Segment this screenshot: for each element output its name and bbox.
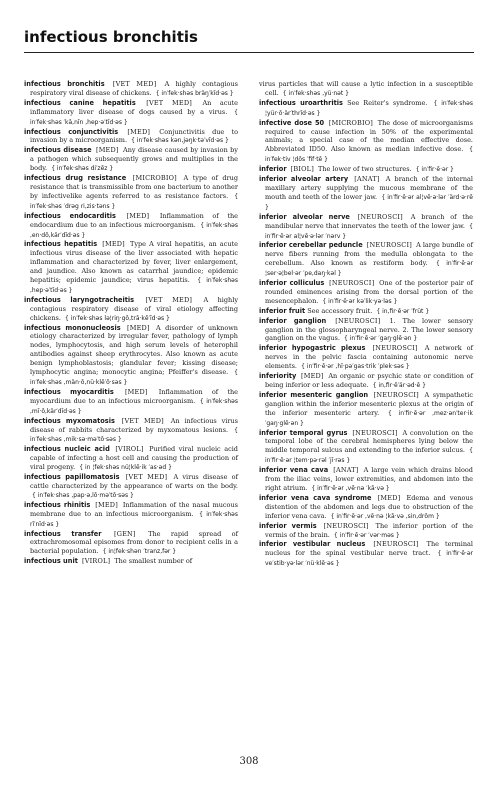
entry-field: [NEUROSCI] (357, 212, 403, 221)
entry-term: inferior (259, 165, 287, 174)
entry-definition: One of the posterior pair of rounded eminences arising from the dorsal portion of the mesencephalon. (265, 279, 473, 305)
entry-term: inferior ganglion (259, 316, 327, 325)
entry-field: [NEUROSCI] (372, 344, 418, 353)
dictionary-entry (24, 557, 238, 566)
entry-term: infectious drug resistance (24, 174, 127, 183)
entry-field: [GEN] (113, 529, 136, 538)
entry-field: [NEUROSCI] (352, 428, 398, 437)
entry-pronunciation: { in′fek·shəs ,hep·ə′tīd·əs } (30, 277, 238, 294)
entry-definition: An infectious virus disease of rabbits characterized by myxomatous lesions. (30, 416, 238, 434)
entry-pronunciation: { in′fek·shəs lə¦riŋ·gō,trā·kē′īd·əs } (65, 314, 170, 322)
entry-pronunciation: { in′fir·ē·ər ,mez·ən′ter·ik ′gaŋ·glē·ən } (265, 409, 473, 427)
entry-term: inferior alveolar artery (259, 175, 349, 184)
dictionary-entry (24, 174, 239, 212)
entry-term: inferior mesenteric ganglion (259, 390, 369, 399)
entry-definition: An acute inflammatory liver disease of dogs caused by a virus. (30, 98, 238, 116)
entry-definition: A branch of the internal maxillary artery supplying the mucous membrane of the mouth and teeth of the lower jaw. (265, 175, 473, 201)
entry-term: infectious myocarditis (24, 387, 114, 396)
entry-term: infectious endocarditis (24, 211, 116, 220)
entry-definition: Edema and venous distention of the abdomen and legs due to obstruction of the inferior vena cava. (265, 493, 473, 520)
entry-definition: Type A viral hepatitis, an acute infectious virus disease of the liver associated with hepatic inflammation and characterized by fever, liver enlargement, and jaundice. Also known as catarrhal jaundice; epidemic hepatitis; epidemic jaundice; virus hepatitis. (30, 240, 238, 285)
entry-field: [VET MED] (112, 80, 157, 88)
entry-field: [MED] (300, 372, 324, 381)
entry-field: [VET MED] (145, 295, 193, 304)
entry-field: [MICROBIO] (132, 174, 177, 183)
entry-definition: The rapid spread of extrachromosomal episomes from donor to recipient cells in a bacterial population. (30, 529, 238, 556)
entry-pronunciation: { in′fek·shəs ′drəg ri,zis·təns } (30, 192, 239, 210)
header-rule (24, 52, 474, 53)
entry-field: [VIROL] (115, 445, 144, 454)
entry-term: infectious rhinitis (24, 500, 91, 509)
entry-term: infectious mononucleosis (24, 323, 121, 332)
entry-field: [ANAT] (354, 175, 380, 184)
dictionary-entry (24, 323, 238, 388)
dictionary-entry (259, 306, 473, 317)
dictionary-entry (259, 466, 473, 494)
entry-pronunciation: { in′fir·ē·ər kə′lik·yə·ləs } (322, 297, 398, 305)
entry-pronunciation: { in′fir·ē·ər ′gaŋ·glē·ən } (343, 335, 418, 343)
dictionary-entry (259, 165, 473, 175)
dictionary-entry (24, 80, 238, 99)
dictionary-entry (259, 80, 473, 99)
entry-pronunciation: { in,fir·ē′är·əd·ē } (372, 382, 426, 389)
running-head: infectious bronchitis (24, 28, 198, 46)
dictionary-entry (259, 98, 473, 119)
entry-definition: The dose of microorganisms required to cause infection in 50% of the experimental animals; a special case of the median effective dose. Abbreviated ID50. Also known as median infective dose. (265, 118, 473, 154)
dictionary-entry (24, 146, 238, 174)
entry-field: [MED] (127, 127, 151, 136)
entry-pronunciation: { in′fir·ē·ər ′vər·məs } (333, 531, 400, 539)
entry-term: infectious disease (24, 146, 92, 155)
entry-pronunciation: { in′fir·ē·ər al¦vē·ə·lər ′ärd·ə·rē } (265, 193, 473, 211)
entry-field: [MED] (95, 146, 119, 155)
entry-term: infectious laryngotracheitis (24, 295, 135, 304)
dictionary-entry (24, 500, 238, 530)
entry-pronunciation: { in′fek·shəs kən,jəŋk·tə′vīd·əs } (131, 137, 229, 145)
entry-field: [NEUROSCI] (329, 279, 375, 288)
entry-definition: See Reiter's syndrome. (347, 98, 428, 107)
entry-field: [NEUROSCI] (335, 316, 381, 325)
entry-field: [MED] (95, 500, 118, 509)
entry-term: infectious myxomatosis (24, 416, 115, 425)
entry-term: infectious transfer (24, 529, 102, 538)
entry-definition: A network of nerves in the pelvic fascia containing autonomic nerve elements. (265, 344, 473, 371)
entry-pronunciation: { in′fir·ē·ər ¦ser·ə¦bel·ər ′pe,daŋ·kəl } (265, 260, 473, 278)
entry-field: [MED] (102, 240, 125, 249)
entry-pronunciation: { in ¦fek·shəs nü¦klē·ik ′as·əd } (79, 464, 172, 472)
entry-term: inferior colliculus (259, 279, 325, 288)
dictionary-entry (24, 473, 238, 501)
entry-term: inferior hypogastric plexus (259, 344, 366, 353)
dictionary-entry (259, 493, 473, 522)
entry-definition: A sympathetic ganglion within the inferior mesenteric plexus at the origin of the inferior mesenteric artery. (265, 390, 473, 417)
dictionary-entry (259, 390, 473, 429)
entry-pronunciation: { in′fek·tiv ¦dōs ′fif·tē } (265, 146, 473, 164)
dictionary-entry (259, 372, 473, 391)
dictionary-entry (259, 241, 474, 279)
entry-pronunciation: { in′fir·ē·ər al¦vē·ə·lər ′nərv } (265, 222, 473, 240)
dictionary-entry (24, 295, 238, 324)
entry-pronunciation: { in′fek·shəs di′zēz } (51, 165, 114, 173)
entry-term: infectious conjunctivitis (24, 127, 119, 136)
entry-field: [MED] (126, 211, 150, 220)
page-number: 308 (239, 756, 259, 767)
entry-field: [MED] (124, 387, 148, 396)
entry-field: [NEUROSCI] (366, 241, 412, 250)
entry-definition: A highly contagious respiratory disease of viral etiology affecting chickens. (30, 295, 238, 322)
entry-definition: A convolution on the temporal lobe of the cerebral hemispheres lying below the middle temporal sulcus and extending to the inferior sulcus. (265, 428, 473, 455)
entry-term: inferior alveolar nerve (259, 212, 350, 221)
left-column (24, 80, 238, 566)
entry-term: inferior temporal gyrus (259, 428, 348, 437)
dictionary-entry (24, 387, 238, 417)
entry-definition: 1. The lower sensory ganglion in the glossopharyngeal nerve. 2. The lower sensory ganglion on the vagus. (265, 316, 473, 343)
entry-definition: Inflammation of the nasal mucous membrane due to an infectious microorganism. (30, 500, 238, 518)
entry-definition: Inflammation of the myocardium due to an infectious microorganism. (30, 387, 238, 405)
entry-definition: A large vein which drains blood from the iliac veins, lower extremities, and abdomen into the right atrium. (265, 466, 473, 492)
entry-field: [VIROL] (81, 557, 111, 566)
entry-pronunciation: { in′fir·ē·ər ve′stib·yə·lər ′nü·klē·əs } (265, 550, 474, 568)
entry-definition: A disorder of unknown etiology characterized by irregular fever, pathology of lymph nodes, lymphocytosis, and high serum levels of heterophil antibodies against sheep erythrocytes. Also known as acute benign lymphoblastosis; glandular fever; kissing disease; lymphocytic angina; monocytic angina; Pfeiffer's disease. (30, 323, 238, 377)
entry-term: inferior vestibular nucleus (259, 540, 366, 549)
entry-pronunciation: { in′fek·shəs ,yü·nət } (282, 89, 349, 97)
dictionary-entry (259, 279, 473, 307)
entry-definition: A branch of the mandibular nerve that innervates the teeth of the lower jaw. (265, 212, 473, 230)
dictionary-entry (259, 521, 473, 541)
entry-pronunciation: { in′fir·ē·ər ¦tem·pə·rəl ′jī·rəs } (265, 447, 473, 465)
entry-field: [MED] (377, 493, 401, 502)
entry-pronunciation: { in¦fek·shən ′tranz,fər } (102, 548, 177, 556)
entry-term: infectious uroarthritis (259, 98, 343, 107)
entry-definition: An organic or psychic state or condition of being inferior or less adequate. (265, 372, 473, 389)
dictionary-entry (259, 175, 473, 213)
dictionary-entry (259, 316, 473, 345)
entry-term: inferior vena cava (259, 466, 329, 475)
entry-pronunciation: { in′fir·ē·ər ,hī·pə′gas·trik ′plek·səs } (301, 363, 410, 371)
entry-pronunciation: { in′fek·shəs ,pap·ə,lō·mə′tō·səs } (32, 491, 134, 499)
entry-term: infectious unit (24, 557, 78, 566)
entry-term: inferior vena cava syndrome (259, 493, 372, 502)
entry-term: infectious bronchitis (24, 80, 105, 88)
entry-pronunciation: { in′fek·shəs ,en·dō,kär′dīd·əs } (30, 221, 238, 239)
dictionary-entry (24, 445, 238, 473)
entry-field: [VET MED] (121, 416, 164, 425)
entry-definition: A virus disease of cattle characterized by the appearance of warts on the body. (30, 473, 238, 490)
dictionary-entry (259, 540, 474, 569)
dictionary-entry (259, 344, 473, 372)
entry-field: [ANAT] (333, 466, 359, 475)
entry-definition: A type of drug resistance that is transmissible from one bacterium to another by infectivelike agents referred to as resistance factors. (30, 174, 238, 200)
entry-definition: Purified viral nucleic acid capable of infecting a host cell and causing the production of viral progeny. (30, 445, 238, 472)
dictionary-entry (259, 212, 473, 242)
entry-definition: Inflammation of the endocardium due to an infectious microorganism. (30, 211, 238, 229)
entry-definition: A highly contagious respiratory viral disease of chickens. (30, 80, 238, 97)
entry-definition: The lower of two structures. (318, 165, 412, 174)
dictionary-entry (24, 127, 238, 147)
entry-field: [NEUROSCI] (373, 540, 419, 549)
dictionary-entry (24, 416, 238, 446)
entry-definition: The terminal nucleus for the spinal vestibular nerve tract. (265, 540, 473, 558)
entry-definition: The inferior portion of the vermis of the brain. (265, 521, 473, 539)
entry-pronunciation: { in′fek·shəs ¦yür·ō·är′thrīd·əs } (265, 99, 473, 117)
entry-definition: The smallest number of (114, 557, 193, 566)
entry-pronunciation: { in′fek·shəs bräŋ′kīd·əs } (155, 89, 234, 97)
entry-term: inferior fruit (259, 306, 306, 315)
entry-pronunciation: { in′fek·shəs ,mī·ō,kär′dīd·əs } (30, 397, 238, 415)
entry-pronunciation: { in′fek·shəs ′kā,nīn ,hep·ə′tīd·əs } (30, 108, 238, 126)
entry-pronunciation: { in,fir·ē·ər ′früt } (376, 307, 430, 315)
entry-definition: Any disease caused by invasion by a pathogen which subsequently grows and multiplies in the body. (30, 146, 238, 173)
entry-field: [MICROBIO] (328, 118, 374, 127)
entry-field: [MED] (127, 323, 150, 332)
entry-definition: virus particles that will cause a lytic infection in a susceptible cell. (259, 80, 473, 97)
entry-pronunciation: { in′fir·ē·ər ,vē·nə ′kā·və } (311, 484, 390, 492)
entry-term: infective dose 50 (259, 118, 325, 127)
dictionary-entry (24, 211, 238, 241)
entry-term: inferior vermis (259, 521, 317, 530)
entry-definition: Conjunctivitis due to invasion by a microorganism. (30, 127, 238, 145)
entry-term: inferiority (259, 372, 297, 381)
entry-term: infectious nucleic acid (24, 445, 110, 454)
dictionary-entry (24, 529, 238, 558)
entry-definition: See accessory fruit. (307, 306, 373, 315)
entry-field: [VET MED] (146, 98, 192, 107)
entry-field: [NEUROSCI] (373, 390, 419, 399)
dictionary-entry (24, 240, 238, 295)
entry-field: [BIOL] (290, 165, 314, 174)
dictionary-entry (24, 98, 238, 128)
entry-field: [VET MED] (125, 473, 168, 482)
entry-pronunciation: { in′fir·ē·ər ,vē·nə ¦kā·və ,sin,drōm } (330, 512, 440, 520)
dictionary-entry (259, 118, 473, 166)
entry-pronunciation: { in′fek·shəs ,män·ō,nü·klē′ō·səs } (30, 369, 238, 386)
entry-definition: A large bundle of nerve fibers running from the medulla oblongata to the cerebellum. Also known as restiform body. (265, 241, 474, 268)
right-column (259, 80, 473, 569)
dictionary-entry (259, 428, 473, 467)
entry-term: inferior cerebellar peduncle (259, 241, 363, 250)
entry-term: infectious canine hepatitis (24, 98, 136, 107)
entry-pronunciation: { in′fek·shəs ,mik·sə·mə′tō·səs } (30, 426, 238, 444)
entry-term: infectious papillomatosis (24, 473, 120, 482)
entry-term: infectious hepatitis (24, 240, 98, 249)
entry-pronunciation: { in′fek·shəs rī′nīd·əs } (30, 510, 238, 528)
entry-pronunciation: { in′fir·ē·ər } (415, 166, 454, 174)
entry-field: [NEUROSCI] (323, 521, 369, 530)
